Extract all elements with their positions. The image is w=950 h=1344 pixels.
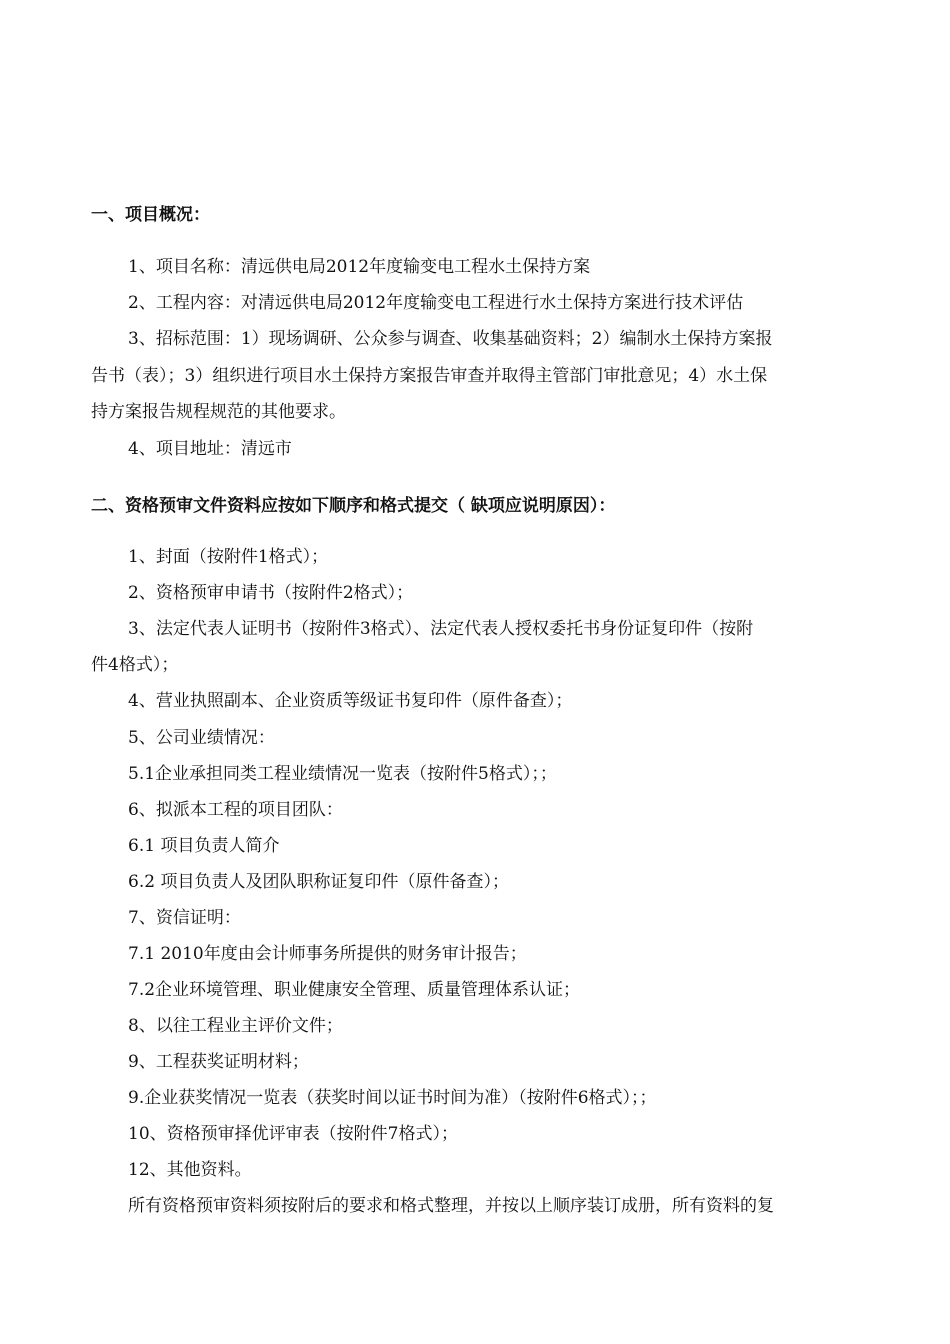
list-item: 7、资信证明： — [128, 908, 241, 928]
section-2-heading: 二、资格预审文件资料应按如下顺序和格式提交（ 缺项应说明原因）： — [91, 496, 616, 516]
project-content-line: 2、工程内容：对清远供电局2012年度输变电工程进行水土保持方案进行技术评估 — [128, 293, 744, 313]
list-item: 6、拟派本工程的项目团队： — [128, 800, 343, 820]
list-item-cont: 件4格式）； — [91, 655, 179, 675]
project-address-line: 4、项目地址：清远市 — [128, 439, 292, 459]
list-item: 2、资格预审申请书（按附件2格式）； — [128, 583, 414, 603]
list-item: 6.1 项目负责人简介 — [128, 836, 280, 856]
list-item: 3、法定代表人证明书（按附件3格式）、法定代表人授权委托书身份证复印件（按附 — [128, 619, 754, 639]
list-item: 9、工程获奖证明材料； — [128, 1052, 309, 1072]
list-item: 4、营业执照副本、企业资质等级证书复印件（原件备查）； — [128, 691, 573, 711]
list-item: 7.2企业环境管理、职业健康安全管理、质量管理体系认证； — [128, 980, 581, 1000]
bid-scope-line: 3、招标范围：1）现场调研、公众参与调查、收集基础资料；2）编制水土保持方案报 — [128, 329, 773, 349]
list-item: 5.1企业承担同类工程业绩情况一览表（按附件5格式）；； — [128, 764, 557, 784]
list-item: 12、其他资料。 — [128, 1160, 252, 1180]
list-item: 5、公司业绩情况： — [128, 728, 275, 748]
bid-scope-line-cont-1: 告书（表）；3）组织进行项目水土保持方案报告审查并取得主管部门审批意见；4）水土保 — [91, 366, 768, 386]
bid-scope-line-cont-2: 持方案报告规程规范的其他要求。 — [91, 402, 346, 422]
closing-paragraph-line: 所有资格预审资料须按附后的要求和格式整理，并按以上顺序装订成册，所有资料的复 — [128, 1196, 774, 1216]
list-item: 9.企业获奖情况一览表（获奖时间以证书时间为准）（按附件6格式）；； — [128, 1088, 657, 1108]
list-item: 7.1 2010年度由会计师事务所提供的财务审计报告； — [128, 944, 527, 964]
list-item: 6.2 项目负责人及团队职称证复印件（原件备查）； — [128, 872, 509, 892]
section-1-heading: 一、项目概况： — [91, 205, 210, 225]
list-item: 10、资格预审择优评审表（按附件7格式）； — [128, 1124, 458, 1144]
list-item: 8、以往工程业主评价文件； — [128, 1016, 343, 1036]
project-name-line: 1、项目名称：清远供电局2012年度输变电工程水土保持方案 — [128, 257, 591, 277]
list-item: 1、封面（按附件1格式）； — [128, 547, 329, 567]
